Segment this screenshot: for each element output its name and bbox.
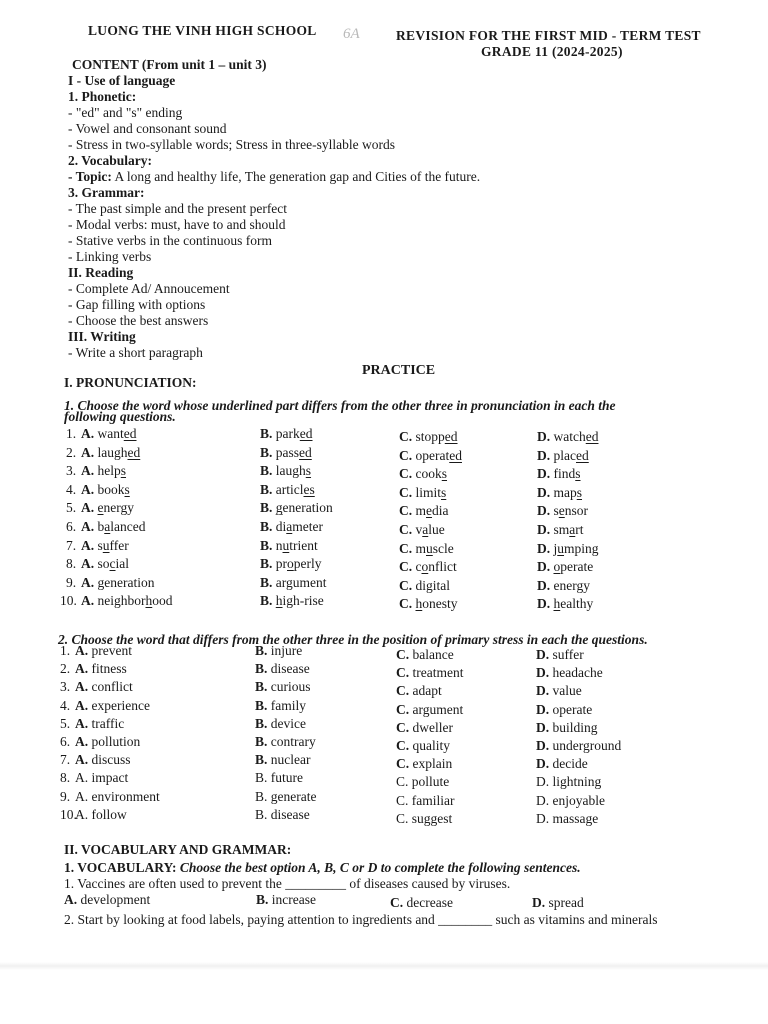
q1-option-b: B. increase	[256, 892, 316, 907]
outline-line: - The past simple and the present perfect	[68, 201, 288, 216]
option-label: D.	[537, 429, 554, 444]
question-number: 4.	[60, 697, 71, 713]
option-label: B.	[255, 715, 271, 731]
option-label: B.	[260, 537, 276, 553]
option-b: B. parked	[260, 426, 313, 441]
option-label: D.	[536, 719, 553, 735]
underlined-part: c	[109, 556, 116, 572]
option-label: D.	[536, 665, 553, 681]
content-heading: CONTENT (From unit 1 – unit 3)	[72, 57, 267, 72]
option-a: A. helps	[81, 463, 127, 479]
option-d: D. underground	[536, 738, 622, 753]
option-b: B. future	[255, 770, 303, 786]
option-d: D. enjoyable	[536, 792, 605, 808]
question-number: 5.	[66, 500, 77, 516]
option-a: A. impact	[75, 770, 129, 786]
underlined-part: s	[576, 484, 583, 500]
outline-line: - Modal verbs: must, have to and should	[68, 217, 286, 232]
option-a: A. discuss	[75, 752, 131, 768]
option-label: C.	[399, 522, 416, 537]
outline-line: - Linking verbs	[68, 249, 152, 264]
option-a: A. energy	[81, 500, 134, 516]
option-d: D. sensor	[537, 503, 589, 519]
option-label: C.	[399, 559, 416, 575]
underlined-part: g	[286, 574, 293, 590]
option-d: D. energy	[537, 577, 590, 593]
option-label: D.	[537, 503, 554, 519]
pron-instruction-line1: 1. Choose the word whose underlined part differs from the other three in pronunciation in each the	[64, 398, 616, 413]
outline-line: - Choose the best answers	[68, 313, 209, 328]
option-c: C. value	[399, 522, 445, 537]
option-label: D.	[536, 683, 553, 699]
option-b: B. device	[255, 715, 306, 731]
option-label: A.	[75, 715, 92, 731]
underlined-part: a	[104, 519, 111, 534]
outline-line: 2. Vocabulary:	[68, 153, 153, 168]
option-c: C. digital	[399, 577, 451, 593]
option-label: C.	[390, 895, 407, 910]
option-a: A. fitness	[75, 661, 127, 677]
option-a: A. pollution	[75, 734, 141, 749]
underlined-part: a	[422, 522, 429, 537]
vocab-instruction	[64, 860, 581, 876]
question-number: 7.	[60, 752, 71, 768]
option-a: A. prevent	[75, 643, 132, 658]
underlined-part: ed	[299, 426, 313, 441]
option-b: B. articles	[260, 481, 315, 497]
option-label: D.	[536, 701, 553, 717]
option-label: C.	[399, 484, 416, 500]
underlined-part: o	[553, 559, 561, 575]
option-a: A. social	[81, 556, 130, 572]
option-label: C.	[399, 577, 416, 593]
option-label: D.	[537, 466, 554, 482]
option-c: C. honesty	[399, 596, 458, 612]
option-label: C.	[399, 596, 416, 612]
underlined-part: u	[102, 537, 110, 553]
underlined-part: g	[97, 574, 105, 590]
option-a: A. wanted	[81, 426, 137, 441]
option-label: C.	[396, 719, 413, 735]
option-label: A.	[81, 519, 98, 534]
question-1: 1. Vaccines are often used to prevent the _________ of diseases caused by viruses.	[64, 876, 511, 891]
option-label: B.	[260, 574, 276, 590]
question-number: 9.	[60, 788, 71, 804]
underlined-part: h	[275, 593, 283, 609]
option-d: D. placed	[537, 447, 589, 463]
option-c: C. pollute	[396, 774, 450, 790]
option-b: B. injure	[255, 643, 303, 658]
school-name: LUONG THE VINH HIGH SCHOOL	[88, 23, 317, 38]
underlined-part: ed	[444, 429, 458, 444]
option-label: A.	[75, 806, 92, 822]
question-2: 2. Start by looking at food labels, paying attention to ingredients and ________ such as vitamins and minerals	[64, 912, 658, 927]
option-b: B. laughs	[260, 463, 312, 479]
option-b: B. curious	[255, 679, 311, 695]
option-label: B.	[260, 500, 276, 516]
option-c: C. muscle	[399, 540, 454, 556]
underlined-part: es	[303, 481, 315, 497]
option-label: B.	[260, 593, 276, 609]
option-c: C. dweller	[396, 719, 453, 735]
underlined-part: ed	[127, 444, 141, 460]
underlined-part: g	[275, 500, 283, 516]
option-c: C. operated	[399, 447, 462, 463]
option-c: C. limits	[399, 484, 447, 500]
option-d: D. smart	[537, 522, 584, 537]
underlined-part: ed	[123, 426, 137, 441]
option-label: A.	[75, 643, 92, 658]
option-label: C.	[399, 447, 416, 463]
option-b: B. disease	[255, 661, 310, 677]
option-label: C.	[396, 683, 413, 699]
vocab-sub-label: 1. VOCABULARY:	[64, 860, 177, 875]
option-label: A.	[75, 752, 92, 768]
underlined-part: e	[558, 503, 565, 519]
option-label: B.	[255, 806, 271, 822]
option-label: B.	[256, 892, 272, 907]
option-label: D.	[537, 559, 554, 575]
doc-title: REVISION FOR THE FIRST MID - TERM TEST	[396, 28, 701, 43]
scan-edge	[0, 962, 768, 970]
option-label: B.	[255, 752, 271, 768]
option-d: D. maps	[537, 484, 583, 500]
option-d: D. operate	[536, 701, 593, 717]
outline-line: 1. Phonetic:	[68, 89, 137, 104]
option-label: D.	[537, 484, 554, 500]
option-label: B.	[255, 788, 271, 804]
practice-title: PRACTICE	[362, 363, 436, 378]
option-c: C. treatment	[396, 665, 464, 681]
underlined-part: ed	[585, 429, 599, 444]
question-number: 3.	[66, 463, 77, 479]
option-label: B.	[255, 661, 271, 677]
option-label: A.	[75, 734, 92, 749]
handwritten-mark: 6A	[343, 26, 360, 42]
option-c: C. adapt	[396, 683, 442, 699]
underlined-part: s	[575, 466, 581, 482]
option-a: A. conflict	[75, 679, 133, 695]
option-b: B. contrary	[255, 734, 316, 749]
outline-line: - Stress in two-syllable words; Stress in three-syllable words	[68, 137, 395, 152]
doc-grade: GRADE 11 (2024-2025)	[481, 44, 623, 59]
option-b: B. generate	[255, 788, 317, 804]
question-number: 3.	[60, 679, 71, 695]
underlined-part: e	[426, 503, 433, 519]
question-number: 6.	[60, 734, 71, 749]
question-number: 4.	[66, 481, 77, 497]
question-number: 1.	[60, 643, 71, 658]
outline-line: - Stative verbs in the continuous form	[68, 233, 272, 248]
option-label: B.	[260, 556, 276, 572]
question-number: 5.	[60, 715, 71, 731]
underlined-part: s	[441, 484, 447, 500]
underlined-part: ed	[299, 444, 312, 460]
option-a: A. books	[81, 481, 130, 497]
underlined-part: h	[415, 596, 423, 612]
option-label: D.	[532, 895, 549, 910]
option-label: C.	[396, 774, 412, 790]
option-label: A.	[64, 892, 81, 907]
underlined-part: ed	[576, 447, 589, 463]
option-label: D.	[537, 577, 554, 593]
underlined-part: s	[305, 463, 312, 479]
option-label: D.	[537, 447, 554, 463]
option-label: B.	[260, 519, 276, 534]
option-label: C.	[396, 756, 413, 772]
option-label: C.	[399, 466, 416, 482]
vocab-sub-instruction: Choose the best option A, B, C or D to complete the following sentences.	[179, 860, 581, 875]
option-a: A. follow	[75, 806, 127, 822]
option-b: B. diameter	[260, 519, 324, 534]
option-label: A.	[75, 697, 92, 713]
underlined-part: u	[282, 537, 290, 553]
question-number: 1.	[66, 426, 77, 441]
option-c: C. explain	[396, 756, 453, 772]
option-c: C. familiar	[396, 792, 455, 808]
option-d: D. lightning	[536, 774, 602, 790]
option-label: A.	[81, 500, 98, 516]
stress-instruction: 2. Choose the word that differs from the other three in the position of primary stress in each the questions.	[58, 632, 648, 647]
q1-option-c: C. decrease	[390, 895, 453, 910]
option-label: C.	[399, 429, 416, 444]
option-label: C.	[396, 738, 413, 753]
option-d: D. value	[536, 683, 582, 699]
option-label: D.	[537, 522, 554, 537]
outline-line: I - Use of language	[68, 73, 176, 88]
option-d: D. operate	[537, 559, 594, 575]
option-d: D. massage	[536, 810, 599, 826]
question-number: 2.	[66, 444, 77, 460]
option-label: B.	[255, 770, 271, 786]
option-label: D.	[536, 810, 553, 826]
option-label: C.	[396, 647, 413, 662]
option-d: D. building	[536, 719, 598, 735]
topic-text: A long and healthy life, The generation gap and Cities of the future.	[111, 169, 481, 184]
option-label: B.	[255, 697, 271, 713]
option-a: A. laughed	[81, 444, 141, 460]
option-d: D. suffer	[536, 647, 584, 662]
option-label: A.	[81, 537, 98, 553]
option-a: A. suffer	[81, 537, 129, 553]
option-a: A. neighborhood	[81, 593, 173, 609]
question-number: 6.	[66, 519, 77, 534]
option-d: D. headache	[536, 665, 603, 681]
option-label: A.	[75, 770, 92, 786]
q1-option-a: A. development	[64, 892, 151, 907]
vocab-grammar-heading: II. VOCABULARY AND GRAMMAR:	[64, 842, 292, 857]
outline-line: - "ed" and "s" ending	[68, 105, 183, 120]
option-label: A.	[81, 574, 98, 590]
option-label: D.	[536, 774, 553, 790]
option-b: B. disease	[255, 806, 310, 822]
option-label: B.	[260, 463, 276, 479]
underlined-part: u	[426, 540, 433, 556]
option-label: C.	[396, 665, 413, 681]
option-c: C. balance	[396, 647, 454, 662]
option-b: B. nuclear	[255, 752, 311, 768]
option-label: D.	[536, 792, 553, 808]
question-number: 8.	[60, 770, 71, 786]
option-c: C. cooks	[399, 466, 448, 482]
underlined-part: g	[426, 577, 433, 593]
underlined-part: s	[124, 481, 130, 497]
underlined-part: a	[569, 522, 576, 537]
underlined-part: o	[421, 559, 429, 575]
option-c: C. suggest	[396, 810, 453, 826]
option-b: B. family	[255, 697, 307, 713]
option-label: D.	[536, 756, 553, 772]
outline-line: III. Writing	[68, 329, 136, 344]
option-c: C. quality	[396, 738, 450, 753]
outline-line: II. Reading	[68, 265, 134, 280]
option-label: A.	[81, 426, 98, 441]
option-d: D. decide	[536, 756, 588, 772]
question-number: 7.	[66, 537, 77, 553]
option-c: C. stopped	[399, 429, 458, 444]
option-label: B.	[255, 679, 271, 695]
outline-line: - Gap filling with options	[68, 297, 206, 312]
option-d: D. watched	[537, 429, 599, 444]
question-number: 8.	[66, 556, 77, 572]
option-label: D.	[537, 540, 554, 556]
underlined-part: ed	[449, 447, 462, 463]
option-label: A.	[81, 463, 98, 479]
question-number: 10.	[60, 593, 77, 609]
outline-line: - Vowel and consonant sound	[68, 121, 227, 136]
option-label: C.	[399, 503, 416, 519]
option-label: C.	[399, 540, 416, 556]
outline-line: 3. Grammar:	[68, 185, 145, 200]
option-label: A.	[75, 679, 92, 695]
underlined-part: g	[576, 577, 584, 593]
option-label: C.	[396, 792, 412, 808]
option-a: A. generation	[81, 574, 155, 590]
option-d: D. healthy	[537, 596, 594, 612]
q1-option-d: D. spread	[532, 895, 584, 910]
underlined-part: s	[441, 466, 448, 482]
underlined-part: o	[287, 556, 294, 572]
underlined-part: s	[120, 463, 127, 479]
option-label: A.	[75, 788, 92, 804]
underlined-part: u	[557, 540, 565, 556]
question-number: 9.	[66, 574, 77, 590]
option-label: C.	[396, 810, 412, 826]
option-a: A. environment	[75, 788, 160, 804]
option-label: B.	[255, 734, 271, 749]
option-label: D.	[537, 596, 554, 612]
outline-line: - Write a short paragraph	[68, 345, 203, 360]
option-label: D.	[536, 647, 553, 662]
option-a: A. traffic	[75, 715, 125, 731]
option-label: D.	[536, 738, 553, 753]
underlined-part: h	[553, 596, 561, 612]
underlined-part: a	[286, 519, 293, 534]
underlined-part: h	[145, 593, 153, 609]
question-number: 2.	[60, 661, 71, 677]
option-b: B. nutrient	[260, 537, 318, 553]
option-label: A.	[75, 661, 92, 677]
option-label: B.	[260, 444, 276, 460]
pronunciation-heading: I. PRONUNCIATION:	[64, 375, 197, 390]
option-b: B. argument	[260, 574, 327, 590]
option-c: C. conflict	[399, 559, 457, 575]
option-label: A.	[81, 556, 98, 572]
option-label: C.	[396, 701, 413, 717]
option-c: C. argument	[396, 701, 464, 717]
option-label: B.	[255, 643, 271, 658]
option-b: B. passed	[260, 444, 312, 460]
option-label: A.	[81, 444, 98, 460]
option-label: B.	[260, 481, 276, 497]
option-d: D. finds	[537, 466, 581, 482]
option-b: B. generation	[260, 500, 333, 516]
topic-label: - Topic:	[68, 169, 112, 184]
option-b: B. high-rise	[260, 593, 324, 609]
outline-line	[68, 169, 480, 185]
question-number: 10.	[60, 806, 77, 822]
outline-line: - Complete Ad/ Annoucement	[68, 281, 230, 296]
option-label: A.	[81, 481, 98, 497]
option-label: A.	[81, 593, 98, 609]
underlined-part: e	[97, 500, 104, 516]
option-label: B.	[260, 426, 276, 441]
option-a: A. balanced	[81, 519, 146, 534]
option-d: D. jumping	[537, 540, 599, 556]
option-a: A. experience	[75, 697, 150, 713]
option-c: C. media	[399, 503, 449, 519]
pron-instruction-line2: following questions.	[64, 409, 176, 424]
option-b: B. properly	[260, 556, 322, 572]
